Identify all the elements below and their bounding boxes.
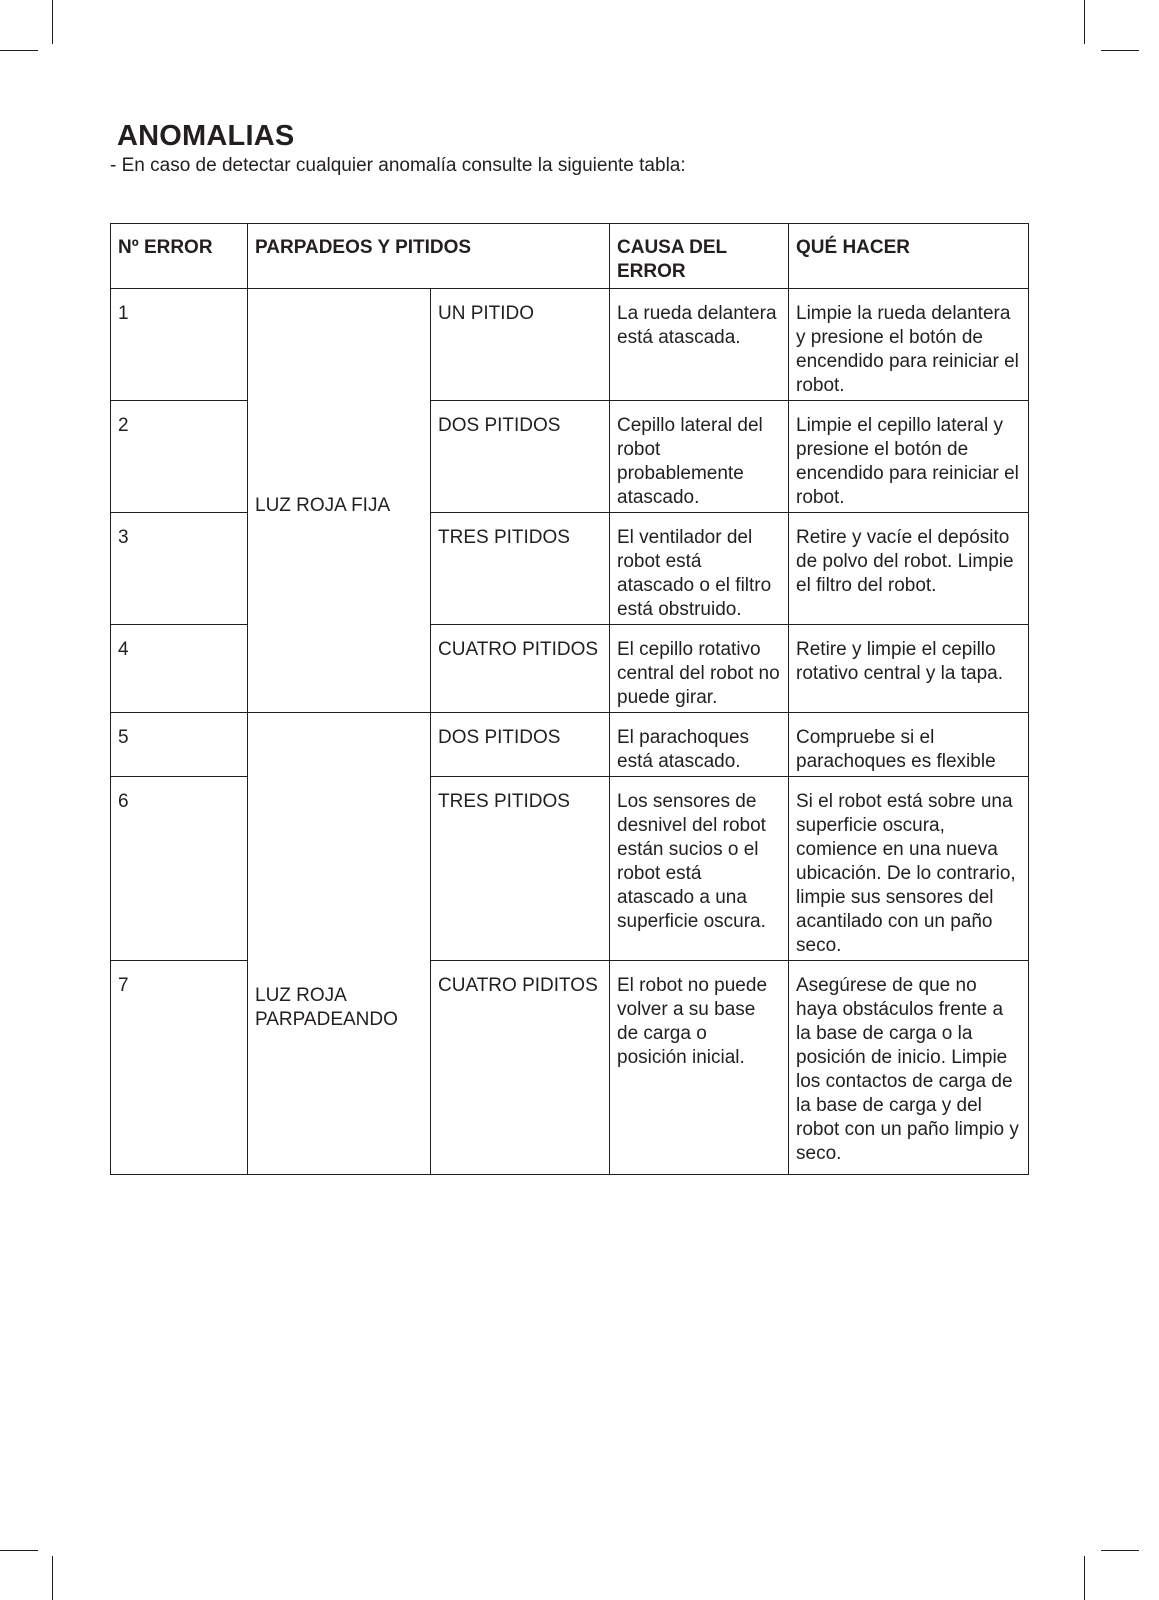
error-cause: La rueda delantera está atascada. — [610, 289, 789, 401]
error-number: 3 — [111, 513, 248, 625]
crop-mark — [52, 1556, 53, 1600]
crop-mark — [1084, 0, 1085, 44]
crop-mark — [1101, 1550, 1139, 1551]
intro-text: - En caso de detectar cualquier anomalía consulte la siguiente tabla: — [110, 155, 686, 176]
error-cause: El parachoques está atascado. — [610, 713, 789, 777]
error-number: 7 — [111, 961, 248, 1175]
table-row — [111, 289, 1029, 401]
error-action: Retire y limpie el cepillo rotativo central y la tapa. — [789, 625, 1029, 713]
header-error-number: Nº ERROR — [111, 224, 248, 289]
header-signals: PARPADEOS Y PITIDOS — [248, 224, 610, 289]
error-action: Si el robot está sobre una superficie oscura, comience en una nueva ubicación. De lo contrario, limpie sus sensores del acantilado con un paño seco. — [789, 777, 1029, 961]
error-number: 1 — [111, 289, 248, 401]
error-number: 6 — [111, 777, 248, 961]
error-cause: El ventilador del robot está atascado o el filtro está obstruido. — [610, 513, 789, 625]
beep-pattern: CUATRO PITIDOS — [431, 625, 610, 713]
error-cause: Cepillo lateral del robot probablemente atascado. — [610, 401, 789, 513]
error-action: Limpie el cepillo lateral y presione el botón de encendido para reiniciar el robot. — [789, 401, 1029, 513]
page-title: ANOMALIAS — [117, 120, 295, 152]
error-action: Asegúrese de que no haya obstáculos frente a la base de carga o la posición de inicio. Limpie los contactos de carga de la base de carga y del robot con un paño limpio y seco. — [789, 961, 1029, 1175]
crop-mark — [0, 50, 38, 51]
beep-pattern: CUATRO PIDITOS — [431, 961, 610, 1175]
error-cause: El cepillo rotativo central del robot no puede girar. — [610, 625, 789, 713]
error-cause: El robot no puede volver a su base de carga o posición inicial. — [610, 961, 789, 1175]
beep-pattern: TRES PITIDOS — [431, 777, 610, 961]
crop-mark — [52, 0, 53, 44]
beep-pattern: DOS PITIDOS — [431, 713, 610, 777]
error-number: 4 — [111, 625, 248, 713]
beep-pattern: UN PITIDO — [431, 289, 610, 401]
header-action: QUÉ HACER — [789, 224, 1029, 289]
beep-pattern: TRES PITIDOS — [431, 513, 610, 625]
error-number: 2 — [111, 401, 248, 513]
light-group-blinking-red: LUZ ROJA PARPADEANDO — [248, 713, 431, 1175]
error-table — [110, 223, 1029, 1175]
error-action: Retire y vacíe el depósito de polvo del robot. Limpie el filtro del robot. — [789, 513, 1029, 625]
light-group-fixed-red: LUZ ROJA FIJA — [248, 289, 431, 713]
error-action: Limpie la rueda delantera y presione el botón de encendido para reiniciar el robot. — [789, 289, 1029, 401]
error-action: Compruebe si el parachoques es flexible — [789, 713, 1029, 777]
beep-pattern: DOS PITIDOS — [431, 401, 610, 513]
crop-mark — [1084, 1556, 1085, 1600]
header-cause: CAUSA DEL ERROR — [610, 224, 789, 289]
crop-mark — [0, 1550, 38, 1551]
error-number: 5 — [111, 713, 248, 777]
crop-mark — [1101, 50, 1139, 51]
table-header-row — [111, 224, 1029, 289]
table-row — [111, 713, 1029, 777]
error-cause: Los sensores de desnivel del robot están sucios o el robot está atascado a una superficie oscura. — [610, 777, 789, 961]
